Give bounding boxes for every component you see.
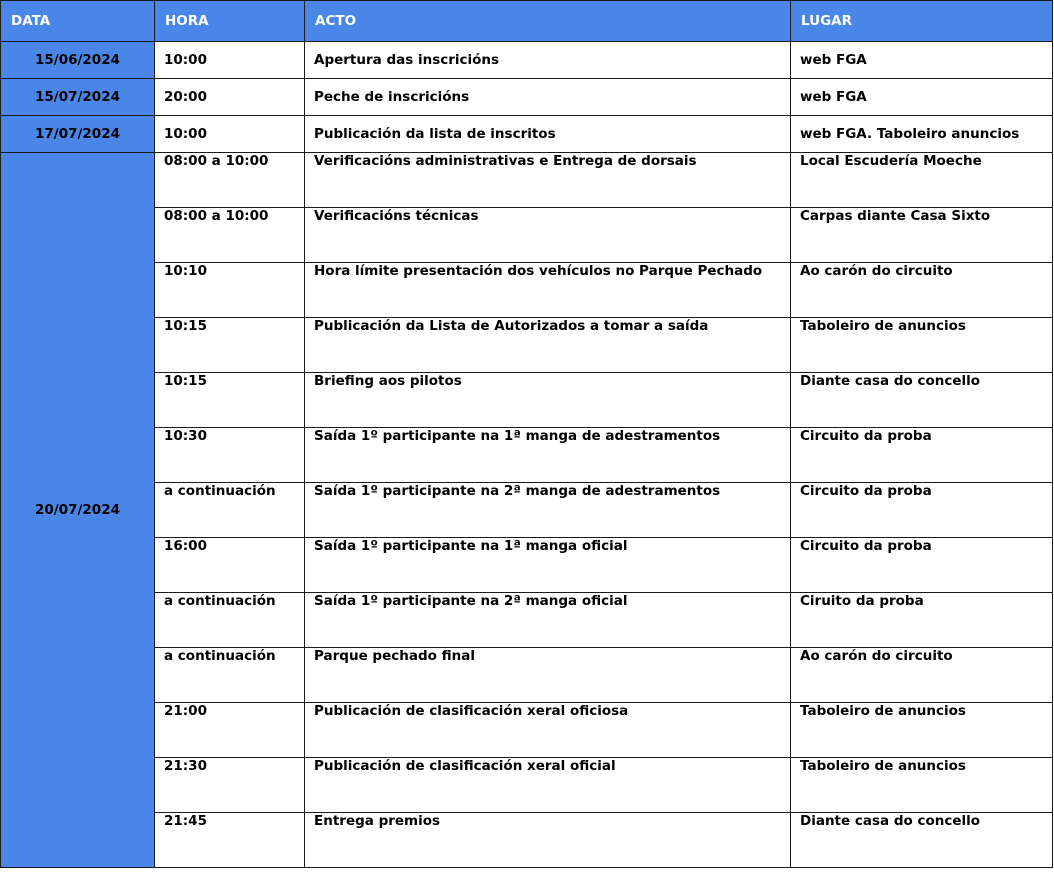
place-cell: Diante casa do concello [791,373,1053,428]
act-cell: Verificacións técnicas [305,208,791,263]
place-cell: web FGA [791,42,1053,79]
act-cell: Hora límite presentación dos vehículos no Parque Pechado [305,263,791,318]
time-cell: 20:00 [155,79,305,116]
header-row [1,1,1053,42]
time-cell: a continuación [155,593,305,648]
time-cell: a continuación [155,483,305,538]
place-cell: Circuito da proba [791,538,1053,593]
time-cell: 08:00 a 10:00 [155,208,305,263]
act-cell: Publicación da lista de inscritos [305,116,791,153]
place-cell: Ao carón do circuito [791,263,1053,318]
table-row [1,318,1053,373]
place-cell: Taboleiro de anuncios [791,318,1053,373]
place-cell: Taboleiro de anuncios [791,758,1053,813]
table-row [1,373,1053,428]
act-cell: Publicación da Lista de Autorizados a tomar a saída [305,318,791,373]
table-row [1,116,1053,153]
place-cell: web FGA [791,79,1053,116]
time-cell: 10:10 [155,263,305,318]
act-cell: Publicación de clasificación xeral oficial [305,758,791,813]
act-cell: Saída 1º participante na 2ª manga oficial [305,593,791,648]
table-row [1,263,1053,318]
date-cell: 15/06/2024 [1,42,155,79]
place-cell: web FGA. Taboleiro anuncios [791,116,1053,153]
date-cell: 15/07/2024 [1,79,155,116]
time-cell: 10:15 [155,373,305,428]
table-row [1,703,1053,758]
event-day-date-cell: 20/07/2024 [1,153,155,868]
table-row [1,208,1053,263]
table-row [1,593,1053,648]
act-cell: Verificacións administrativas e Entrega de dorsais [305,153,791,208]
act-cell: Apertura das inscricións [305,42,791,79]
place-cell: Ao carón do circuito [791,648,1053,703]
place-cell: Carpas diante Casa Sixto [791,208,1053,263]
table-row [1,79,1053,116]
place-cell: Taboleiro de anuncios [791,703,1053,758]
time-cell: 21:45 [155,813,305,868]
date-cell: 17/07/2024 [1,116,155,153]
table-row [1,648,1053,703]
act-cell: Parque pechado final [305,648,791,703]
table-row [1,153,1053,208]
table-row [1,758,1053,813]
time-cell: 08:00 a 10:00 [155,153,305,208]
place-cell: Diante casa do concello [791,813,1053,868]
act-cell: Saída 1º participante na 1ª manga oficial [305,538,791,593]
time-cell: 21:00 [155,703,305,758]
time-cell: 10:30 [155,428,305,483]
act-cell: Publicación de clasificación xeral oficiosa [305,703,791,758]
table-row [1,813,1053,868]
table-row [1,483,1053,538]
column-header-acto: ACTO [305,1,791,42]
act-cell: Entrega premios [305,813,791,868]
act-cell: Peche de inscricións [305,79,791,116]
time-cell: a continuación [155,648,305,703]
table-row [1,538,1053,593]
time-cell: 21:30 [155,758,305,813]
column-header-hora: HORA [155,1,305,42]
time-cell: 10:00 [155,116,305,153]
table-row [1,428,1053,483]
act-cell: Saída 1º participante na 1ª manga de adestramentos [305,428,791,483]
place-cell: Circuito da proba [791,428,1053,483]
time-cell: 10:15 [155,318,305,373]
act-cell: Saída 1º participante na 2ª manga de adestramentos [305,483,791,538]
place-cell: Local Escudería Moeche [791,153,1053,208]
time-cell: 16:00 [155,538,305,593]
place-cell: Ciruito da proba [791,593,1053,648]
place-cell: Circuito da proba [791,483,1053,538]
column-header-data: DATA [1,1,155,42]
act-cell: Briefing aos pilotos [305,373,791,428]
column-header-lugar: LUGAR [791,1,1053,42]
table-row [1,42,1053,79]
time-cell: 10:00 [155,42,305,79]
